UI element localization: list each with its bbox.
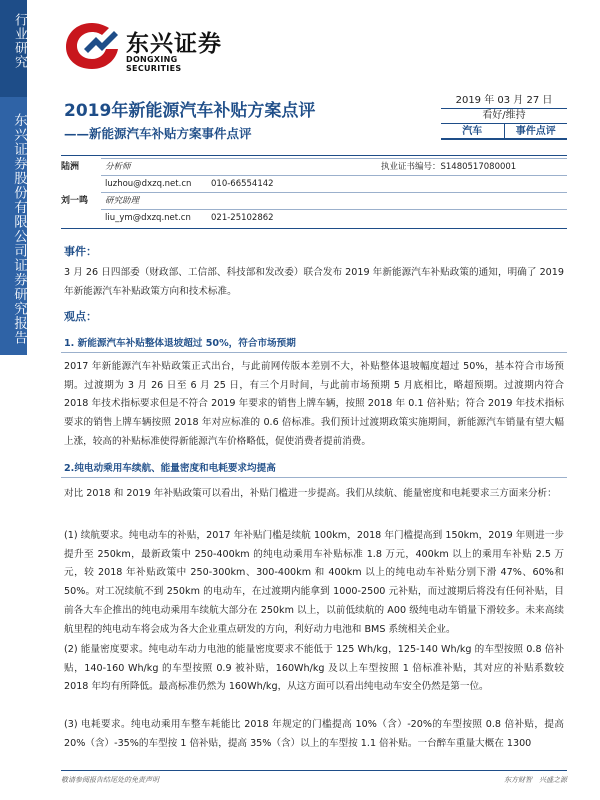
event-text: 3 月 26 日四部委（财政部、工信部、科技部和发改委）联合发布 2019 年新能源汽车补贴政策的通知，明确了 2019 年新能源汽车补贴政策方向和技术标准。 [64, 267, 564, 297]
point1-title: 1. 新能源汽车补贴整体退坡超过 50%，符合市场预期 [64, 338, 296, 349]
event-heading: 事件： [64, 245, 97, 258]
report-subtitle: ——新能源汽车补贴方案事件点评 [64, 126, 252, 141]
report-date: 2019 年 03 月 27 日 [441, 93, 567, 109]
report-title: 2019年新能源汽车补贴方案点评 [64, 101, 316, 121]
point2-title: 2.纯电动乘用车续航、能量密度和电耗要求均提高 [64, 463, 276, 474]
item2-energy-text: (2) 能量密度要求。纯电动车动力电池的能量密度要求不能低于 125 Wh/kg，125-140 Wh/kg 的车型按照 0.8 倍补贴，140-160 Wh/kg 的车型按照 0.9 被补贴，160Wh/kg 及以上车型按照 1 倍标准补贴，其对应的补贴系数较 2018 年均有所降低。最高标准仍然为 160Wh/kg，从这方面可以看出纯电动车安全仍然是第一位。 [64, 644, 564, 693]
logo-mark-icon [62, 19, 122, 71]
analyst-name: 刘一鸣 [61, 196, 89, 206]
logo-cn-text: 东兴证券 [126, 31, 222, 57]
analyst-role: 研究助理 [105, 196, 140, 206]
sidebar-bottom-block [0, 355, 27, 800]
analyst-email[interactable]: liu_ym@dxzq.net.cn [105, 213, 191, 223]
views-heading: 观点： [64, 310, 97, 323]
analyst-row [61, 210, 567, 226]
analyst-email[interactable]: luzhou@dxzq.net.cn [105, 179, 192, 189]
report-tags [441, 124, 567, 140]
point2-rule [61, 477, 567, 478]
analyst-phone: 010-66554142 [211, 179, 274, 189]
item3-consumption-text: (3) 电耗要求。纯电动乘用车整车耗能比 2018 年规定的门槛提高 10%（含）-20%的车型按照 0.8 倍补贴，提高 20%（含）-35%的车型按 1 倍补贴，提高 35%（含）以上的车型按 1.1 倍补贴。一台醉车重量大概在 1300 [64, 719, 564, 749]
logo-en-text: DONGXING SECURITIES [126, 55, 182, 73]
analyst-bottom-line [61, 228, 567, 229]
analyst-row [61, 176, 567, 192]
sidebar-category: 行业研究 [12, 13, 27, 69]
analyst-row [61, 159, 567, 175]
report-info-box [441, 93, 567, 140]
header-rule [61, 155, 567, 156]
analyst-row [61, 193, 567, 209]
page-footer [61, 770, 567, 784]
left-sidebar-band [0, 0, 27, 800]
report-sector: 汽车 [441, 124, 505, 138]
report-type: 事件点评 [515, 126, 556, 137]
report-rating: 看好/维持 [441, 109, 567, 124]
item1-range-text: (1) 续航要求。纯电动车的补贴，2017 年补贴门槛是续航 100km，2018 年门槛提高到 150km，2019 年则进一步提升至 250km，最新政策中 250-400km 的纯电动乘用车补贴标准 1.8 万元，400km 以上的乘用车补贴 2.5 万元，较 2018 年补贴政策中 250-300km、300-400km 和 400km 以上的纯电动车补贴分别下滑 47%、60%和 50%。对工况续航不到 250km 的电动车，在过渡期内能拿到 1000-2500 元补贴，而过渡期后将没有任何补贴，目前各大车企推出的纯电动乘用车续航大部分在 250km 以上，以前低续航的 A00 级纯电动车销量下滑较多。未来高续航里程的纯电动车将会成为各大企业重点研发的方向，利好动力电池和 BMS 系统相关企业。 [64, 530, 564, 635]
sidebar-org: 东兴证券股份有限公司证券研究报告 [11, 113, 27, 345]
dongxing-logo [62, 19, 232, 71]
footer-disclaimer: 敬请参阅报告结尾处的免责声明 [61, 776, 159, 784]
analyst-role: 分析师 [105, 162, 131, 172]
analyst-license: 执业证书编号：S1480517080001 [381, 162, 517, 172]
footer-slogan: 东方财智 兴盛之源 [504, 776, 567, 784]
point1-text: 2017 年新能源汽车补贴政策正式出台，与此前网传版本差别不大，补贴整体退坡幅度超过 50%，基本符合市场预期。过渡期为 3 月 26 日至 6 月 25 日，有三个月时间，与此前市场预期 5 月底相比，略超预期。过渡期内符合 2018 年技术指标要求但是不符合 2019 年要求的销售上牌车辆，按照 2018 年 0.1 倍补贴；符合 2019 年技术指标要求的销售上牌车辆按照 2018 年对应标准的 0.6 倍标准。我们预计过渡期政策实施期间，新能源汽车销量有望大幅上涨，较高的补贴标准使得新能源汽车价格略低，促使消费者提前消费。 [64, 361, 564, 447]
point2-text: 对比 2018 和 2019 年补贴政策可以看出，补贴门槛进一步提高。我们从续航、能量密度和电耗要求三方面来分析： [64, 488, 557, 499]
analyst-phone: 021-25102862 [211, 213, 274, 223]
analyst-name: 陆洲 [61, 162, 80, 172]
point1-rule [61, 352, 567, 353]
